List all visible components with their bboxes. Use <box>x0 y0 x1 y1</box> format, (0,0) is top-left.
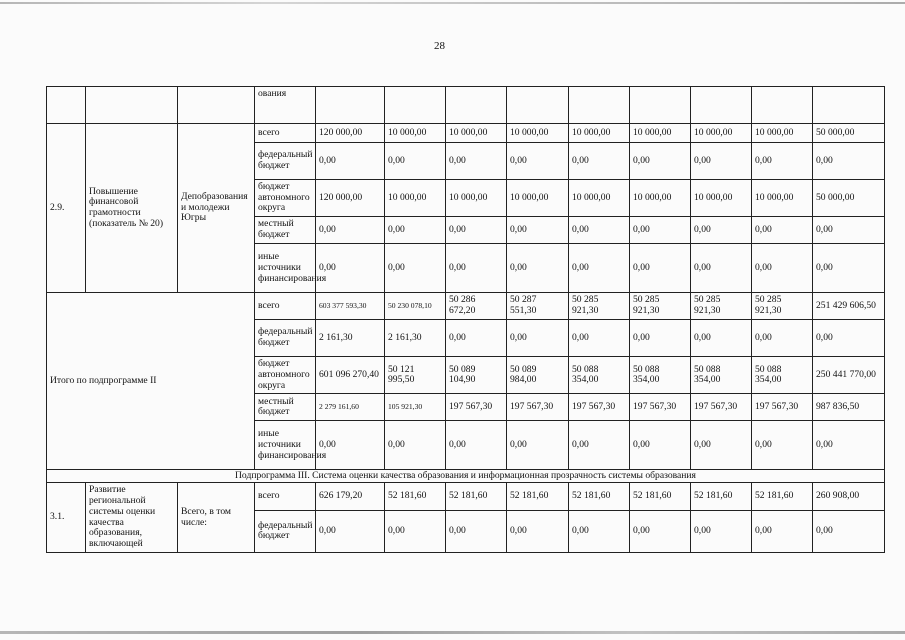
value-cell: 50 286 672,20 <box>446 293 507 320</box>
value-cell: 105 921,30 <box>385 394 446 421</box>
source-cell: ования <box>255 87 316 124</box>
source-cell: всего <box>255 483 316 511</box>
value-cell: 50 000,00 <box>813 180 885 217</box>
source-cell: федеральный бюджет <box>255 143 316 180</box>
source-cell: федеральный бюджет <box>255 510 316 552</box>
value-cell: 10 000,00 <box>385 124 446 143</box>
value-cell: 10 000,00 <box>569 180 630 217</box>
scan-top-edge <box>0 2 905 4</box>
value-cell: 0,00 <box>446 421 507 470</box>
value-cell: 0,00 <box>316 143 385 180</box>
value-cell: 0,00 <box>569 320 630 357</box>
value-cell: 0,00 <box>569 421 630 470</box>
value-cell: 0,00 <box>691 244 752 293</box>
value-cell: 52 181,60 <box>630 483 691 511</box>
value-cell: 10 000,00 <box>569 124 630 143</box>
value-cell: 0,00 <box>630 510 691 552</box>
value-cell: 0,00 <box>813 217 885 244</box>
value-cell: 0,00 <box>813 421 885 470</box>
value-cell: 50 285 921,30 <box>691 293 752 320</box>
value-cell: 0,00 <box>385 244 446 293</box>
row-number: 3.1. <box>47 483 86 552</box>
value-cell: 987 836,50 <box>813 394 885 421</box>
value-cell: 0,00 <box>630 421 691 470</box>
value-cell: 120 000,00 <box>316 180 385 217</box>
value-cell: 0,00 <box>316 217 385 244</box>
value-cell: 0,00 <box>752 320 813 357</box>
value-cell: 0,00 <box>507 217 569 244</box>
value-cell: 50 088 354,00 <box>630 357 691 394</box>
value-cell: 10 000,00 <box>446 180 507 217</box>
value-cell: 50 121 995,50 <box>385 357 446 394</box>
budget-table <box>46 86 885 553</box>
value-cell: 50 287 551,30 <box>507 293 569 320</box>
value-cell: 50 089 984,00 <box>507 357 569 394</box>
value-cell: 0,00 <box>446 510 507 552</box>
continuation-row <box>47 87 885 124</box>
value-cell: 0,00 <box>316 244 385 293</box>
value-cell: 0,00 <box>385 143 446 180</box>
value-cell: 50 088 354,00 <box>752 357 813 394</box>
value-cell: 50 000,00 <box>813 124 885 143</box>
activity-name: Развитие региональной системы оценки качества образования, включающей <box>86 483 178 552</box>
value-cell: 0,00 <box>813 510 885 552</box>
value-cell: 52 181,60 <box>385 483 446 511</box>
subprogram-total-label: Итого по подпрограмме II <box>47 293 255 470</box>
value-cell: 0,00 <box>569 217 630 244</box>
value-cell: 0,00 <box>752 217 813 244</box>
value-cell: 0,00 <box>630 143 691 180</box>
source-cell: местный бюджет <box>255 394 316 421</box>
value-cell: 0,00 <box>691 320 752 357</box>
executor: Депобразования и молодежи Югры <box>178 124 255 293</box>
value-cell: 0,00 <box>507 510 569 552</box>
value-cell: 50 230 078,10 <box>385 293 446 320</box>
value-cell: 0,00 <box>630 320 691 357</box>
value-cell: 260 908,00 <box>813 483 885 511</box>
value-cell: 0,00 <box>630 217 691 244</box>
scan-bottom-edge <box>0 631 905 634</box>
value-cell: 10 000,00 <box>691 180 752 217</box>
value-cell: 197 567,30 <box>569 394 630 421</box>
value-cell: 0,00 <box>316 510 385 552</box>
table-row <box>47 483 885 511</box>
value-cell: 10 000,00 <box>691 124 752 143</box>
value-cell: 0,00 <box>385 510 446 552</box>
value-cell: 10 000,00 <box>752 180 813 217</box>
value-cell: 0,00 <box>507 320 569 357</box>
value-cell: 0,00 <box>691 143 752 180</box>
value-cell: 52 181,60 <box>691 483 752 511</box>
value-cell: 50 285 921,30 <box>630 293 691 320</box>
value-cell: 2 279 161,60 <box>316 394 385 421</box>
value-cell: 0,00 <box>569 510 630 552</box>
table-row <box>47 124 885 143</box>
value-cell: 120 000,00 <box>316 124 385 143</box>
value-cell: 0,00 <box>813 244 885 293</box>
value-cell: 0,00 <box>569 244 630 293</box>
value-cell: 0,00 <box>507 143 569 180</box>
value-cell: 250 441 770,00 <box>813 357 885 394</box>
value-cell: 10 000,00 <box>630 124 691 143</box>
value-cell: 50 088 354,00 <box>569 357 630 394</box>
value-cell: 52 181,60 <box>752 483 813 511</box>
source-cell: иные источники финансирования <box>255 421 316 470</box>
value-cell: 197 567,30 <box>446 394 507 421</box>
value-cell: 52 181,60 <box>569 483 630 511</box>
value-cell: 0,00 <box>446 320 507 357</box>
value-cell: 0,00 <box>691 510 752 552</box>
value-cell: 0,00 <box>446 217 507 244</box>
value-cell: 0,00 <box>507 421 569 470</box>
value-cell: 0,00 <box>752 143 813 180</box>
value-cell: 0,00 <box>813 320 885 357</box>
value-cell: 0,00 <box>507 244 569 293</box>
value-cell: 0,00 <box>691 217 752 244</box>
activity-name: Повышение финансовой грамотности (показатель № 20) <box>86 124 178 293</box>
value-cell: 0,00 <box>446 143 507 180</box>
value-cell: 2 161,30 <box>385 320 446 357</box>
page-number: 28 <box>434 40 445 52</box>
value-cell: 626 179,20 <box>316 483 385 511</box>
value-cell: 0,00 <box>385 421 446 470</box>
row-number: 2.9. <box>47 124 86 293</box>
value-cell: 2 161,30 <box>316 320 385 357</box>
value-cell: 0,00 <box>569 143 630 180</box>
value-cell: 52 181,60 <box>507 483 569 511</box>
value-cell: 601 096 270,40 <box>316 357 385 394</box>
value-cell: 50 285 921,30 <box>569 293 630 320</box>
value-cell: 10 000,00 <box>507 180 569 217</box>
value-cell: 50 285 921,30 <box>752 293 813 320</box>
value-cell: 10 000,00 <box>446 124 507 143</box>
executor: Всего, в том числе: <box>178 483 255 552</box>
value-cell: 0,00 <box>752 510 813 552</box>
value-cell: 197 567,30 <box>507 394 569 421</box>
value-cell: 0,00 <box>630 244 691 293</box>
value-cell: 50 088 354,00 <box>691 357 752 394</box>
source-cell: федеральный бюджет <box>255 320 316 357</box>
value-cell: 197 567,30 <box>752 394 813 421</box>
source-cell: местный бюджет <box>255 217 316 244</box>
value-cell: 10 000,00 <box>507 124 569 143</box>
value-cell: 0,00 <box>813 143 885 180</box>
source-cell: иные источники финансирования <box>255 244 316 293</box>
value-cell: 0,00 <box>316 421 385 470</box>
value-cell: 0,00 <box>752 421 813 470</box>
value-cell: 0,00 <box>752 244 813 293</box>
value-cell: 10 000,00 <box>630 180 691 217</box>
value-cell: 10 000,00 <box>752 124 813 143</box>
subprogram-title: Подпрограмма III. Система оценки качества образования и информационная прозрачность системы образования <box>47 470 885 483</box>
value-cell: 10 000,00 <box>385 180 446 217</box>
value-cell: 0,00 <box>446 244 507 293</box>
value-cell: 197 567,30 <box>691 394 752 421</box>
source-cell: бюджет автономного округа <box>255 357 316 394</box>
value-cell: 52 181,60 <box>446 483 507 511</box>
value-cell: 50 089 104,90 <box>446 357 507 394</box>
table-row <box>47 293 885 320</box>
source-cell: бюджет автономного округа <box>255 180 316 217</box>
source-cell: всего <box>255 124 316 143</box>
source-cell: всего <box>255 293 316 320</box>
value-cell: 0,00 <box>691 421 752 470</box>
value-cell: 251 429 606,50 <box>813 293 885 320</box>
value-cell: 197 567,30 <box>630 394 691 421</box>
table-row <box>47 470 885 483</box>
value-cell: 0,00 <box>385 217 446 244</box>
value-cell: 603 377 593,30 <box>316 293 385 320</box>
